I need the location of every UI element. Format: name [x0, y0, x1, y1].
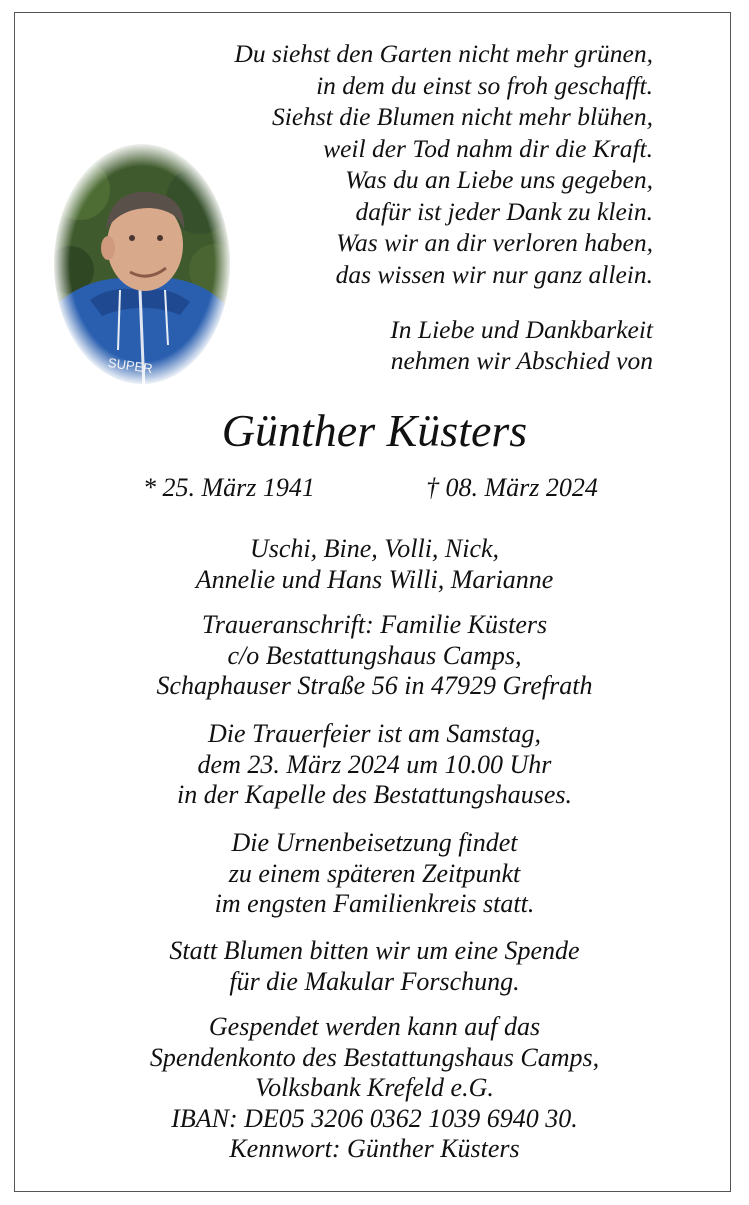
donation-block: [0, 1012, 749, 1165]
ceremony-line: dem 23. März 2024 um 10.00 Uhr: [197, 749, 552, 779]
poem-line: Was du an Liebe uns gegeben,: [345, 165, 653, 194]
flowers-line: für die Makular Forschung.: [229, 966, 520, 996]
deceased-name: Günther Küsters: [221, 405, 528, 456]
birth-date: * 25. März 1941: [143, 473, 315, 502]
flowers-line: Statt Blumen bitten wir um eine Spende: [169, 936, 580, 965]
donation-line: Kennwort: Günther Küsters: [229, 1134, 520, 1163]
farewell-line: nehmen wir Abschied von: [390, 346, 653, 375]
ceremony-block: [0, 719, 749, 811]
mourners-block: [0, 534, 749, 595]
poem: [234, 38, 653, 290]
burial-line: im engsten Familienkreis statt.: [214, 889, 535, 918]
donation-line: Volksbank Krefeld e.G.: [255, 1073, 494, 1102]
poem-line: in dem du einst so froh geschafft.: [316, 70, 653, 100]
poem-line: weil der Tod nahm dir die Kraft.: [323, 133, 653, 163]
poem-line: Was wir an dir verloren haben,: [336, 228, 653, 257]
burial-block: [0, 828, 749, 920]
ceremony-line: Die Trauerfeier ist am Samstag,: [208, 719, 541, 748]
donation-line: IBAN: DE05 3206 0362 1039 6940 30.: [171, 1103, 578, 1133]
burial-line: zu einem späteren Zeitpunkt: [228, 858, 521, 888]
poem-line: Du siehst den Garten nicht mehr grünen,: [234, 39, 653, 68]
death-date: † 08. März 2024: [426, 473, 598, 502]
farewell-line: In Liebe und Dankbarkeit: [390, 315, 653, 344]
farewell-text: [390, 314, 653, 376]
poem-line: das wissen wir nur ganz allein.: [335, 259, 653, 289]
address-line: c/o Bestattungshaus Camps,: [227, 640, 522, 670]
flowers-block: [0, 936, 749, 997]
ceremony-line: in der Kapelle des Bestattungshauses.: [176, 780, 572, 809]
address-line: Traueranschrift: Familie Küsters: [201, 610, 548, 639]
mourning-address-block: [0, 610, 749, 702]
address-line: Schaphauser Straße 56 in 47929 Grefrath: [156, 671, 593, 700]
poem-line: Siehst die Blumen nicht mehr blühen,: [271, 102, 653, 131]
portrait-photo: [50, 140, 234, 388]
burial-line: Die Urnenbeisetzung findet: [231, 828, 518, 857]
poem-line: dafür ist jeder Dank zu klein.: [355, 196, 653, 226]
donation-line: Gespendet werden kann auf das: [208, 1012, 541, 1041]
mourners-line: Uschi, Bine, Volli, Nick,: [249, 534, 500, 563]
mourners-line: Annelie und Hans Willi, Marianne: [195, 564, 554, 594]
donation-line: Spendenkonto des Bestattungshaus Camps,: [149, 1042, 600, 1072]
